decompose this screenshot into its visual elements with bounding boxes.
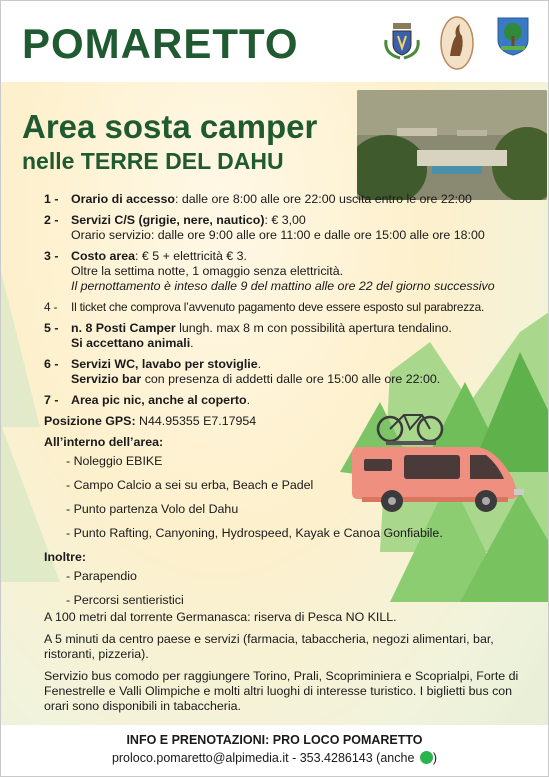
list-item: - Parapendio (66, 569, 137, 583)
more-label: Inoltre: (44, 550, 86, 564)
list-item: 7 - Area pic nic, anche al coperto. (44, 393, 251, 407)
list-item: 6 - Servizi WC, lavabo per stoviglie. Servizio bar con presenza di addetti dalle ore 15:00 alle ore 22:00. (44, 357, 441, 386)
list-item: 4 - Il ticket che comprova l’avvenuto pagamento deve essere esposto sul parabrezza. (44, 300, 485, 314)
list-item: 1 - Orario di accesso: dalle ore 8:00 alle ore 22:00 uscita entro le ore 22:00 (44, 192, 472, 206)
list-item: - Punto partenza Volo del Dahu (66, 502, 239, 516)
footer-title: INFO E PRENOTAZIONI: PRO LOCO POMARETTO (126, 733, 423, 747)
list-item: 3 - Costo area: € 5 + elettricità € 3. Oltre la settima notte, 1 omaggio senza elettricità. Il pernottamento è inteso dalle 9 del mattino alle ore 22 del giorno successivo (44, 249, 495, 293)
list-item: 2 - Servizi C/S (grigie, nere, nautico): € 3,00 Orario servizio: dalle ore 9:00 alle ore 11:00 e dalle ore 15:00 alle ore 18:00 (44, 213, 485, 242)
gps-position: Posizione GPS: N44.95355 E7.17954 (44, 414, 257, 428)
paragraph: Servizio bus comodo per raggiungere Torino, Prali, Scopriminiera e Scoprialpi, Forte di Fenestrelle e Valli Olimpiche e molti altri luoghi di interesse turistico. I biglietti bus con orari sono disponibili in tabaccheria. (44, 669, 519, 713)
list-item: - Punto Rafting, Canyoning, Hydrospeed, Kayak e Canoa Gonfiabile. (66, 526, 443, 540)
main-title: Area sosta camper (22, 108, 318, 145)
list-item: - Campo Calcio a sei su erba, Beach e Padel (66, 478, 314, 492)
footer-contacts: proloco.pomaretto@alpimedia.it - 353.4286143 (anche ) (111, 751, 438, 765)
list-item: - Noleggio EBIKE (66, 454, 163, 468)
list-item: - Percorsi sentieristici (66, 593, 184, 607)
list-item: 5 - n. 8 Posti Camper lungh. max 8 m con possibilità apertura tendalino. Si accettano animali. (44, 321, 452, 350)
brand-title: POMARETTO (22, 20, 299, 67)
inside-label: All’interno dell’area: (44, 435, 164, 449)
subtitle: nelle TERRE DEL DAHU (22, 148, 284, 174)
paragraph: A 5 minuti da centro paese e servizi (farmacia, tabaccheria, negozi alimentari, bar, ristoranti, pizzeria). (44, 632, 494, 661)
paragraph: A 100 metri dal torrente Germanasca: riserva di Pesca NO KILL. (44, 610, 397, 624)
